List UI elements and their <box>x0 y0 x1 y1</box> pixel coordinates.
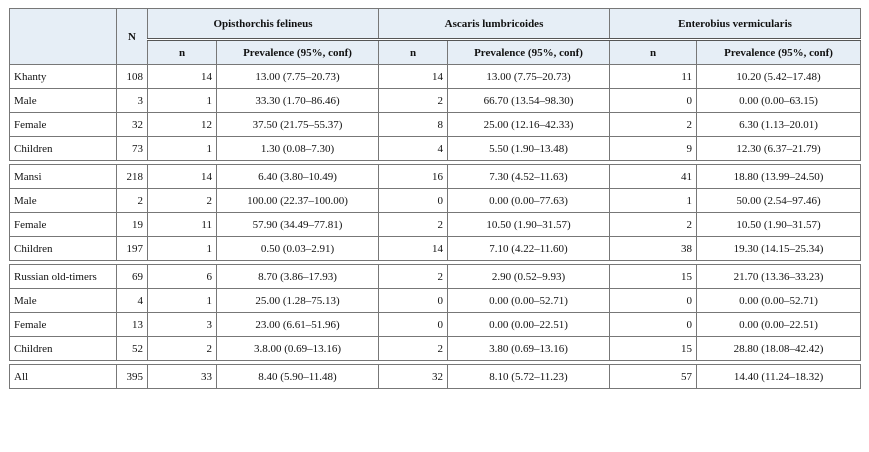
header-sub-prevalence: Prevalence (95%, conf) <box>448 40 610 65</box>
cell-prevalence: 0.00 (0.00–52.71) <box>448 289 610 313</box>
header-group-ascaris: Ascaris lumbricoides <box>379 9 610 40</box>
row-label: Male <box>10 289 117 313</box>
cell-prevalence: 18.80 (13.99–24.50) <box>697 165 861 189</box>
cell-n: 1 <box>148 289 217 313</box>
row-n-total: 108 <box>117 65 148 89</box>
cell-n: 33 <box>148 365 217 389</box>
cell-prevalence: 6.30 (1.13–20.01) <box>697 113 861 137</box>
row-n-total: 52 <box>117 337 148 361</box>
cell-n: 11 <box>610 65 697 89</box>
table-row <box>10 337 861 361</box>
header-sub-n: n <box>379 40 448 65</box>
cell-prevalence: 50.00 (2.54–97.46) <box>697 189 861 213</box>
cell-prevalence: 57.90 (34.49–77.81) <box>217 213 379 237</box>
cell-prevalence: 3.8.00 (0.69–13.16) <box>217 337 379 361</box>
cell-n: 14 <box>379 237 448 261</box>
cell-prevalence: 0.00 (0.00–77.63) <box>448 189 610 213</box>
row-label: Female <box>10 313 117 337</box>
cell-prevalence: 7.30 (4.52–11.63) <box>448 165 610 189</box>
row-n-total: 13 <box>117 313 148 337</box>
cell-n: 0 <box>610 89 697 113</box>
cell-n: 0 <box>610 289 697 313</box>
table-row <box>10 89 861 113</box>
cell-prevalence: 100.00 (22.37–100.00) <box>217 189 379 213</box>
row-n-total: 19 <box>117 213 148 237</box>
cell-n: 2 <box>148 189 217 213</box>
table-row <box>10 365 861 389</box>
cell-prevalence: 10.50 (1.90–31.57) <box>448 213 610 237</box>
cell-prevalence: 13.00 (7.75–20.73) <box>217 65 379 89</box>
row-n-total: 32 <box>117 113 148 137</box>
row-n-total: 395 <box>117 365 148 389</box>
cell-prevalence: 0.50 (0.03–2.91) <box>217 237 379 261</box>
cell-n: 32 <box>379 365 448 389</box>
cell-prevalence: 6.40 (3.80–10.49) <box>217 165 379 189</box>
cell-prevalence: 33.30 (1.70–86.46) <box>217 89 379 113</box>
header-group-enterobius: Enterobius vermicularis <box>610 9 861 40</box>
cell-prevalence: 0.00 (0.00–22.51) <box>697 313 861 337</box>
cell-n: 2 <box>610 213 697 237</box>
cell-n: 14 <box>148 165 217 189</box>
cell-n: 1 <box>148 137 217 161</box>
cell-n: 2 <box>379 213 448 237</box>
cell-n: 14 <box>379 65 448 89</box>
table-row <box>10 113 861 137</box>
cell-n: 38 <box>610 237 697 261</box>
row-label: Male <box>10 189 117 213</box>
cell-prevalence: 8.10 (5.72–11.23) <box>448 365 610 389</box>
row-n-total: 69 <box>117 265 148 289</box>
cell-prevalence: 7.10 (4.22–11.60) <box>448 237 610 261</box>
cell-prevalence: 14.40 (11.24–18.32) <box>697 365 861 389</box>
cell-n: 0 <box>379 189 448 213</box>
cell-prevalence: 0.00 (0.00–63.15) <box>697 89 861 113</box>
table-row <box>10 213 861 237</box>
cell-prevalence: 0.00 (0.00–22.51) <box>448 313 610 337</box>
row-label: Mansi <box>10 165 117 189</box>
table-row <box>10 237 861 261</box>
table-row <box>10 265 861 289</box>
cell-prevalence: 25.00 (1.28–75.13) <box>217 289 379 313</box>
header-group-opisthorchis: Opisthorchis felineus <box>148 9 379 40</box>
cell-n: 11 <box>148 213 217 237</box>
cell-n: 6 <box>148 265 217 289</box>
table-row <box>10 65 861 89</box>
cell-n: 57 <box>610 365 697 389</box>
cell-prevalence: 8.40 (5.90–11.48) <box>217 365 379 389</box>
table-row <box>10 189 861 213</box>
table-row <box>10 137 861 161</box>
row-label: All <box>10 365 117 389</box>
cell-n: 2 <box>379 89 448 113</box>
header-n-total: N <box>117 9 148 65</box>
cell-prevalence: 25.00 (12.16–42.33) <box>448 113 610 137</box>
cell-prevalence: 19.30 (14.15–25.34) <box>697 237 861 261</box>
cell-n: 16 <box>379 165 448 189</box>
table-header <box>10 9 861 65</box>
row-label: Male <box>10 89 117 113</box>
row-n-total: 4 <box>117 289 148 313</box>
row-n-total: 2 <box>117 189 148 213</box>
row-n-total: 218 <box>117 165 148 189</box>
header-sub-prevalence: Prevalence (95%, conf) <box>697 40 861 65</box>
cell-prevalence: 12.30 (6.37–21.79) <box>697 137 861 161</box>
cell-n: 15 <box>610 265 697 289</box>
cell-prevalence: 13.00 (7.75–20.73) <box>448 65 610 89</box>
prevalence-table <box>9 8 861 389</box>
cell-prevalence: 10.20 (5.42–17.48) <box>697 65 861 89</box>
cell-n: 2 <box>610 113 697 137</box>
row-n-total: 197 <box>117 237 148 261</box>
row-label: Children <box>10 137 117 161</box>
row-label: Children <box>10 237 117 261</box>
cell-n: 12 <box>148 113 217 137</box>
header-sub-n: n <box>148 40 217 65</box>
cell-prevalence: 0.00 (0.00–52.71) <box>697 289 861 313</box>
row-label: Female <box>10 213 117 237</box>
header-sub-n: n <box>610 40 697 65</box>
cell-n: 8 <box>379 113 448 137</box>
cell-n: 4 <box>379 137 448 161</box>
cell-prevalence: 28.80 (18.08–42.42) <box>697 337 861 361</box>
table-row <box>10 313 861 337</box>
row-label: Children <box>10 337 117 361</box>
row-n-total: 73 <box>117 137 148 161</box>
cell-n: 3 <box>148 313 217 337</box>
cell-n: 1 <box>148 89 217 113</box>
cell-n: 2 <box>379 337 448 361</box>
cell-n: 14 <box>148 65 217 89</box>
cell-prevalence: 37.50 (21.75–55.37) <box>217 113 379 137</box>
header-sub-prevalence: Prevalence (95%, conf) <box>217 40 379 65</box>
row-label: Khanty <box>10 65 117 89</box>
cell-prevalence: 5.50 (1.90–13.48) <box>448 137 610 161</box>
table-row <box>10 289 861 313</box>
cell-n: 0 <box>610 313 697 337</box>
row-n-total: 3 <box>117 89 148 113</box>
prevalence-table-container <box>9 8 860 389</box>
table-body <box>10 65 861 389</box>
cell-prevalence: 2.90 (0.52–9.93) <box>448 265 610 289</box>
cell-n: 0 <box>379 313 448 337</box>
cell-n: 2 <box>148 337 217 361</box>
cell-prevalence: 66.70 (13.54–98.30) <box>448 89 610 113</box>
cell-n: 41 <box>610 165 697 189</box>
cell-n: 1 <box>148 237 217 261</box>
cell-prevalence: 1.30 (0.08–7.30) <box>217 137 379 161</box>
header-empty-cell <box>10 9 117 65</box>
table-row <box>10 165 861 189</box>
cell-prevalence: 23.00 (6.61–51.96) <box>217 313 379 337</box>
cell-n: 9 <box>610 137 697 161</box>
cell-n: 0 <box>379 289 448 313</box>
cell-n: 15 <box>610 337 697 361</box>
cell-n: 1 <box>610 189 697 213</box>
cell-n: 2 <box>379 265 448 289</box>
cell-prevalence: 3.80 (0.69–13.16) <box>448 337 610 361</box>
cell-prevalence: 8.70 (3.86–17.93) <box>217 265 379 289</box>
row-label: Russian old-timers <box>10 265 117 289</box>
cell-prevalence: 10.50 (1.90–31.57) <box>697 213 861 237</box>
cell-prevalence: 21.70 (13.36–33.23) <box>697 265 861 289</box>
row-label: Female <box>10 113 117 137</box>
